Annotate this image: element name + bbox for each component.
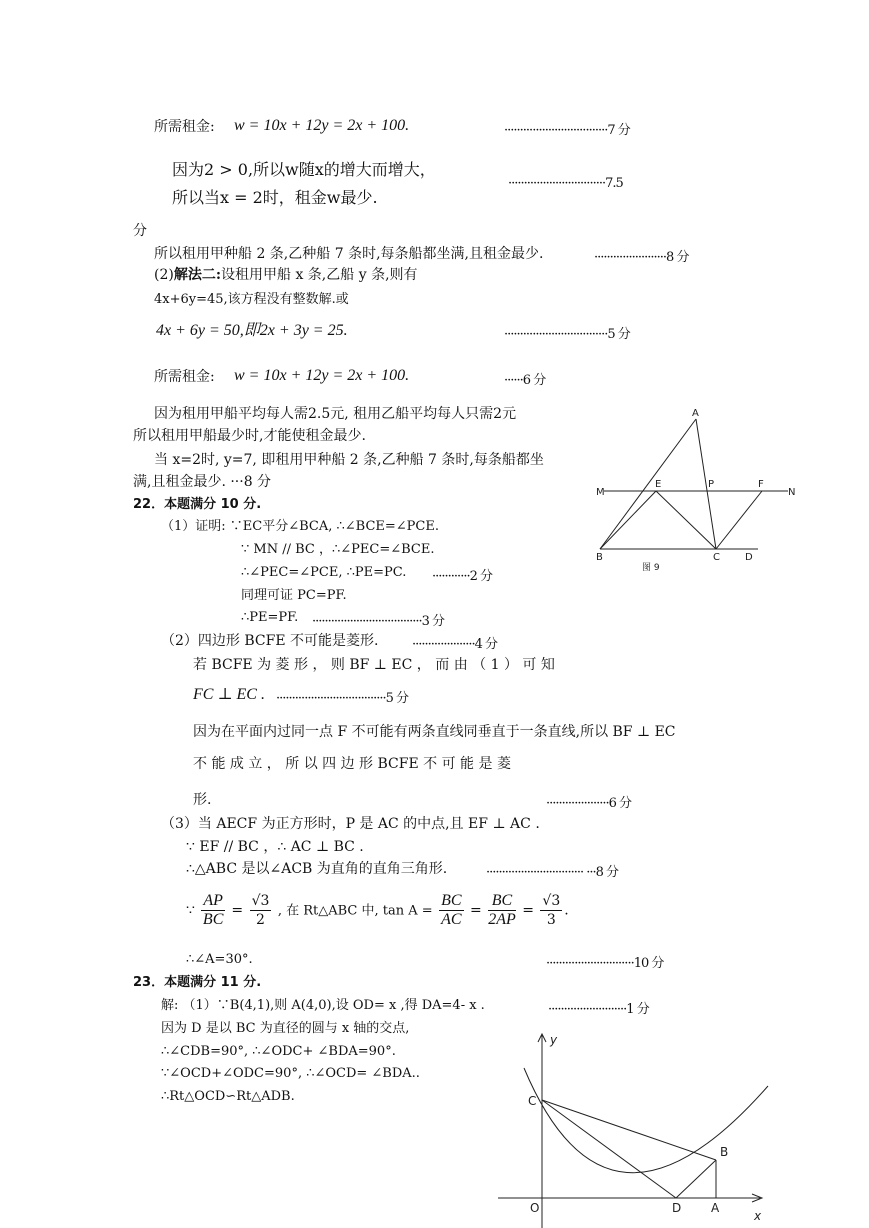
reason-line: 因为2 > 0,所以w随x的增大而增大， bbox=[172, 160, 436, 179]
segment-ec bbox=[656, 491, 716, 549]
rent-label-2: 所需租金: bbox=[154, 369, 215, 385]
label-x: x bbox=[754, 1209, 762, 1223]
label-b: B bbox=[596, 552, 603, 563]
label-y: y bbox=[550, 1033, 558, 1047]
equation-line: 4x + 6y = 50,即2x + 3y = 25. bbox=[156, 322, 348, 339]
method-two-text: 设租用甲船 x 条,乙船 y 条,则有 bbox=[221, 267, 418, 283]
figure-9-diagram bbox=[590, 402, 800, 582]
fraction-numerator: √3 bbox=[251, 893, 270, 909]
score-7: ·································7 分 bbox=[504, 123, 630, 138]
period: . bbox=[564, 902, 569, 919]
figure-caption: 图 9 bbox=[642, 563, 660, 573]
q22-3-line-b: ∵ EF // BC ，∴ AC ⊥ BC . bbox=[186, 839, 364, 855]
q22-3-line-c: ∴△ABC 是以∠ACB 为直角的直角三角形. bbox=[186, 861, 448, 877]
fraction-denominator: 2AP bbox=[488, 911, 516, 928]
equals-sign-3: = bbox=[522, 902, 534, 919]
conclusion-line: 所以当x = 2时，租金w最少. bbox=[172, 188, 378, 207]
q22-1-line-c: ∴∠PEC=∠PCE, ∴PE=PC. bbox=[241, 565, 407, 580]
rent-label-1: 所需租金: bbox=[154, 119, 215, 135]
label-a-point: A bbox=[711, 1201, 720, 1215]
score-4: ····················4 分 bbox=[412, 637, 498, 652]
score-5b: ···································5 分 bbox=[276, 691, 409, 706]
q22-1-line-e: ∴PE=PF. bbox=[241, 610, 299, 625]
equation-note: 4x+6y=45,该方程没有整数解.或 bbox=[154, 292, 349, 307]
q22-3-line-e: ∴∠A=30°. bbox=[186, 952, 253, 967]
q23-line-e: ∴Rt△OCD∽Rt△ADB. bbox=[161, 1089, 295, 1104]
score-7-5: ·······························7.5 bbox=[508, 176, 623, 191]
q22-2-line-e: 不 能 成 立 ， 所 以 四 边 形 BCFE 不 可 能 是 菱 bbox=[193, 756, 511, 772]
label-o: O bbox=[530, 1201, 540, 1215]
q22-1-line-a: （1）证明: ∵EC平分∠BCA, ∴∠BCE=∠PCE. bbox=[161, 519, 440, 534]
q23-line-b: 因为 D 是以 BC 为直径的圆与 x 轴的交点, bbox=[161, 1021, 410, 1036]
score-6b: ····················6 分 bbox=[546, 796, 632, 811]
q22-3-fraction-line bbox=[186, 892, 569, 929]
label-d: D bbox=[745, 552, 753, 563]
segment-cb bbox=[542, 1100, 716, 1160]
answer-line-2: 满,且租金最少. ···8 分 bbox=[133, 474, 272, 490]
q22-2-line-c: FC ⊥ EC . bbox=[193, 686, 265, 703]
label-c: C bbox=[713, 552, 720, 563]
q22-2-line-d: 因为在平面内过同一点 F 不可能有两条直线同垂直于一条直线,所以 BF ⊥ EC bbox=[193, 724, 676, 740]
score-unit: 分 bbox=[133, 223, 147, 239]
method-two-heading: 解法二: bbox=[173, 267, 222, 283]
label-a: A bbox=[692, 408, 699, 419]
label-n: N bbox=[788, 487, 796, 498]
label-d-point: D bbox=[672, 1201, 682, 1215]
label-c-point: C bbox=[528, 1094, 537, 1108]
rent-formula-1: w = 10x + 12y = 2x + 100. bbox=[234, 117, 410, 134]
fraction-denominator: AC bbox=[441, 911, 462, 928]
segment-db bbox=[676, 1160, 716, 1198]
score-8: ·······················8 分 bbox=[594, 250, 689, 265]
equals-sign: = bbox=[231, 902, 244, 919]
fraction-numerator: √3 bbox=[542, 893, 561, 909]
q22-2-line-b: 若 BCFE 为 菱 形 ， 则 BF ⊥ EC ， 而 由 （ 1 ） 可 知 bbox=[193, 657, 555, 673]
q22-2-line-f: 形. bbox=[193, 792, 212, 808]
parabola-diagram bbox=[498, 1028, 788, 1228]
score-2: ············2 分 bbox=[432, 569, 492, 584]
answer-line-1: 当 x=2时, y=7, 即租用甲种船 2 条,乙种船 7 条时,每条船都坐 bbox=[154, 452, 544, 468]
q22-1-line-d: 同理可证 PC=PF. bbox=[241, 588, 347, 603]
summary-line: 所以租用甲种船 2 条,乙种船 7 条时,每条船都坐满,且租金最少. bbox=[154, 246, 544, 262]
q23-title: 23．本题满分 11 分. bbox=[133, 975, 262, 990]
part-number: (2) bbox=[154, 267, 174, 283]
label-m: M bbox=[596, 487, 605, 498]
fraction-numerator: BC bbox=[488, 892, 516, 911]
score-1: ·························1 分 bbox=[548, 1002, 649, 1017]
comparison-line: 因为租用甲船平均每人需2.5元, 租用乙船平均每人只需2元 bbox=[154, 406, 517, 422]
q23-line-a: 解: （1）∵B(4,1),则 A(4,0),设 OD= x ,得 DA=4- x . bbox=[161, 998, 485, 1013]
label-b-point: B bbox=[720, 1145, 729, 1159]
fraction-bc-2ap bbox=[488, 892, 516, 929]
fraction-denominator: 3 bbox=[546, 912, 556, 928]
q22-title: 22．本题满分 10 分. bbox=[133, 497, 262, 512]
fraction-root3-3 bbox=[540, 892, 562, 929]
because-symbol: ∵ bbox=[186, 902, 195, 919]
segment-fc bbox=[716, 491, 762, 549]
q23-line-d: ∵∠OCD+∠ODC=90°, ∴∠OCD= ∠BDA.. bbox=[161, 1066, 420, 1081]
fraction-ap-bc bbox=[201, 892, 225, 929]
tan-intro: , 在 Rt△ABC 中, tan A = bbox=[277, 903, 433, 919]
fraction-numerator: BC bbox=[441, 892, 462, 909]
label-f: F bbox=[758, 479, 764, 490]
equals-sign-2: = bbox=[470, 902, 482, 919]
q22-1-line-b: ∵ MN // BC ，∴∠PEC=∠BCE. bbox=[241, 542, 435, 557]
comparison-conclusion: 所以租用甲船最少时,才能使租金最少. bbox=[133, 428, 366, 444]
score-8b: ······························· ···8 分 bbox=[486, 865, 619, 880]
label-p: P bbox=[708, 479, 715, 490]
q22-3-line-a: （3）当 AECF 为正方形时，P 是 AC 的中点,且 EF ⊥ AC . bbox=[161, 816, 540, 832]
segment-cd bbox=[542, 1100, 676, 1198]
q23-line-c: ∴∠CDB=90°, ∴∠ODC+ ∠BDA=90°. bbox=[161, 1044, 396, 1059]
segment-eb bbox=[600, 491, 656, 549]
score-5: ·································5 分 bbox=[504, 327, 630, 342]
rent-formula-2: w = 10x + 12y = 2x + 100. bbox=[234, 367, 410, 384]
score-3: ···································3 分 bbox=[312, 614, 445, 629]
segment-ab bbox=[600, 419, 696, 549]
fraction-denominator: BC bbox=[202, 911, 224, 928]
fraction-bc-ac bbox=[439, 892, 463, 929]
score-6: ······6 分 bbox=[504, 373, 546, 388]
label-e: E bbox=[655, 479, 662, 490]
fraction-root3-2 bbox=[250, 892, 272, 929]
fraction-numerator: AP bbox=[203, 892, 223, 909]
q22-2-line-a: （2）四边形 BCFE 不可能是菱形. bbox=[161, 633, 379, 649]
score-10: ····························10 分 bbox=[546, 956, 664, 971]
fraction-denominator: 2 bbox=[256, 912, 265, 928]
parabola-curve bbox=[524, 1068, 768, 1173]
method-two-line bbox=[154, 266, 418, 284]
